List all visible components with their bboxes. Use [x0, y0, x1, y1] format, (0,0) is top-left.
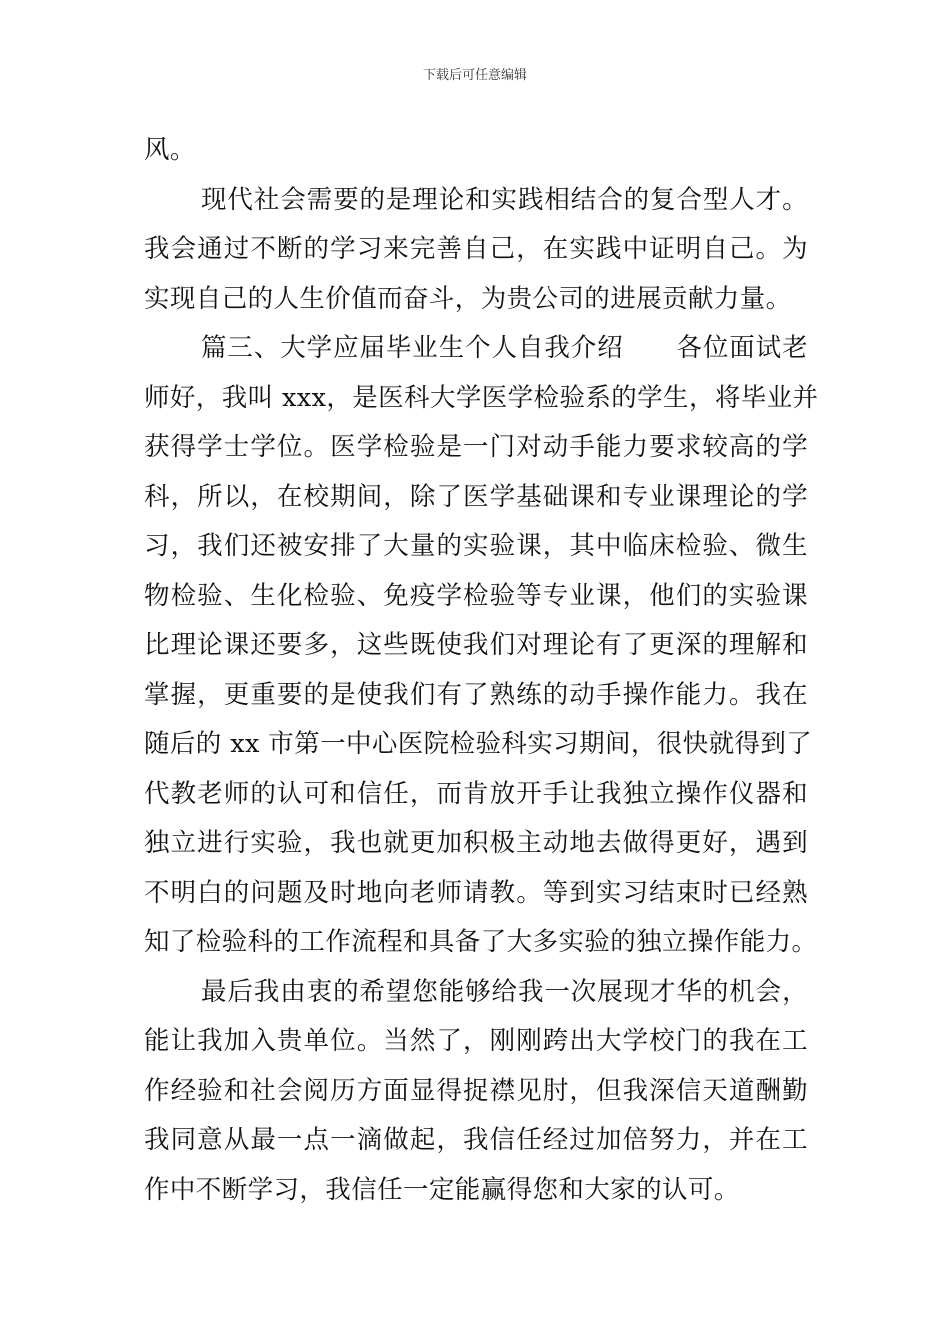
page-header: 下载后可任意编辑: [422, 68, 527, 83]
text-line: 师好，我叫 xxx，是医科大学医学检验系的学生，将毕业并: [144, 382, 819, 413]
text-line: 风。: [144, 135, 196, 165]
text-line: 比理论课还要多，这些既使我们对理论有了更深的理解和: [144, 630, 808, 660]
text-line: 随后的 xx 市第一中心医院检验科实习期间，很快就得到了: [144, 729, 813, 759]
text-line: 独立进行实验，我也就更加积极主动地去做得更好，遇到: [144, 828, 808, 858]
text-line: 实现自己的人生价值而奋斗，为贵公司的进展贡献力量。: [144, 283, 792, 314]
text-line: 篇三、大学应届毕业生个人自我介绍 各位面试老: [201, 333, 808, 363]
text-line: 作经验和社会阅历方面显得捉襟见肘，但我深信天道酬勤: [144, 1075, 808, 1106]
text-line: 获得学士学位。医学检验是一门对动手能力要求较高的学: [144, 432, 808, 462]
text-line: 我会通过不断的学习来完善自己，在实践中证明自己。为: [144, 234, 808, 264]
text-line: 知了检验科的工作流程和具备了大多实验的独立操作能力。: [144, 927, 818, 957]
text-line: 最后我由衷的希望您能够给我一次展现才华的机会，: [201, 976, 808, 1007]
text-line: 科，所以，在校期间，除了医学基础课和专业课理论的学: [144, 481, 808, 512]
text-line: 掌握，更重要的是使我们有了熟练的动手操作能力。我在: [144, 679, 808, 710]
text-line: 代教老师的认可和信任，而肯放开手让我独立操作仪器和: [144, 778, 808, 809]
body-text: [144, 126, 819, 1215]
text-line: 习，我们还被安排了大量的实验课，其中临床检验、微生: [144, 531, 808, 561]
text-line: 不明白的问题及时地向老师请教。等到实习结束时已经熟: [144, 877, 808, 908]
text-line: 作中不断学习，我信任一定能赢得您和大家的认可。: [144, 1174, 740, 1205]
text-line: 能让我加入贵单位。当然了，刚刚跨出大学校门的我在工: [144, 1026, 808, 1056]
text-line: 物检验、生化检验、免疫学检验等专业课，他们的实验课: [144, 580, 808, 611]
text-line: 现代社会需要的是理论和实践相结合的复合型人才。: [201, 184, 808, 215]
text-line: 我同意从最一点一滴做起，我信任经过加倍努力，并在工: [144, 1125, 808, 1155]
